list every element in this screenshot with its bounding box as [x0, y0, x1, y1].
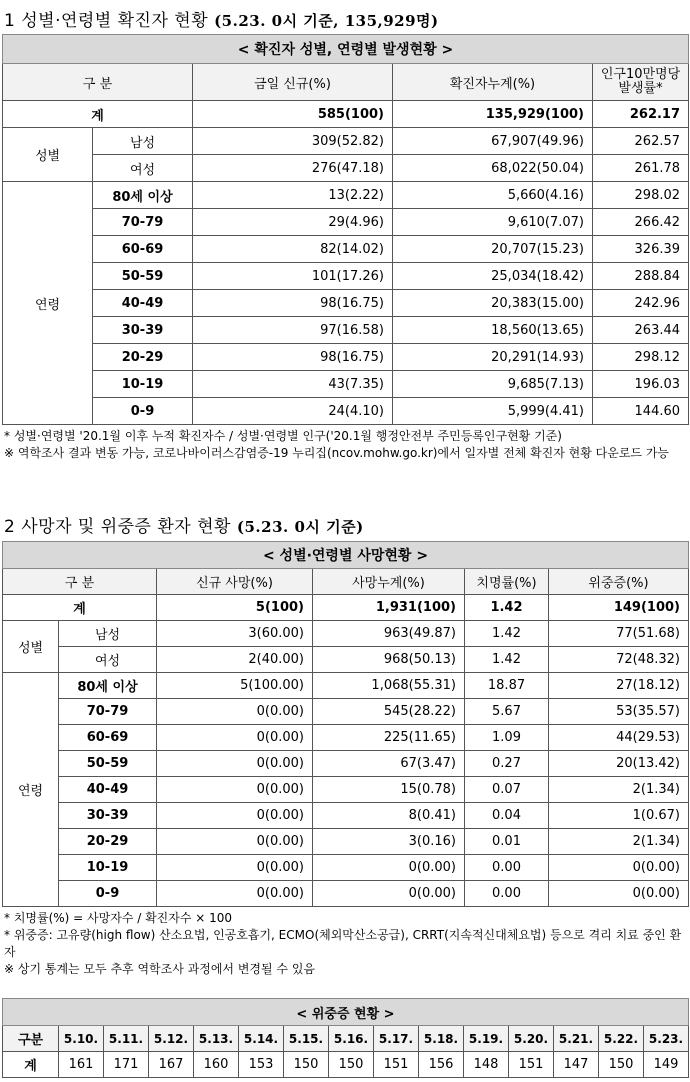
fatality-cell: 0.00: [465, 881, 549, 907]
severe-cell: 44(29.53): [549, 725, 689, 751]
rate-cell: 144.60: [593, 398, 689, 425]
table-row: [3, 621, 689, 647]
total-severe: 149(100): [549, 595, 689, 621]
total-rate: 262.17: [593, 101, 689, 128]
header-severe: 위중증(%): [549, 569, 689, 595]
new-cell: 5(100.00): [157, 673, 313, 699]
table-row: [3, 155, 689, 182]
new-cell: 0(0.00): [157, 829, 313, 855]
rate-cell: 242.96: [593, 290, 689, 317]
confirmed-cases-table: [2, 34, 689, 425]
table-row: [3, 595, 689, 621]
row-label: 80세 이상: [59, 673, 157, 699]
note-line: * 위중증: 고유량(high flow) 산소요법, 인공호흡기, ECMO(체외막산소공급), CRRT(지속적신대체요법) 등으로 격리 치료 중인 환자: [4, 928, 682, 959]
fatality-cell: 0.01: [465, 829, 549, 855]
cumulative-cell: 225(11.65): [313, 725, 465, 751]
rate-cell: 298.12: [593, 344, 689, 371]
cumulative-cell: 9,610(7.07): [393, 209, 593, 236]
severe-cell: 2(1.34): [549, 829, 689, 855]
row-label: 60-69: [59, 725, 157, 751]
fatality-cell: 1.42: [465, 647, 549, 673]
new-cell: 0(0.00): [157, 881, 313, 907]
row-label: 남성: [59, 621, 157, 647]
new-cell: 0(0.00): [157, 855, 313, 881]
date-cell: 5.13.: [194, 1026, 239, 1052]
table-row: [3, 182, 689, 209]
date-cell: 5.22.: [599, 1026, 644, 1052]
severe-cell: 27(18.12): [549, 673, 689, 699]
header-category: 구분: [3, 1026, 59, 1052]
row-label: 30-39: [59, 803, 157, 829]
rate-cell: 266.42: [593, 209, 689, 236]
severe-count-cell: 156: [419, 1052, 464, 1078]
severe-count-cell: 147: [554, 1052, 599, 1078]
fatality-cell: 0.27: [465, 751, 549, 777]
cumulative-cell: 8(0.41): [313, 803, 465, 829]
gender-group-label: 성별: [3, 128, 93, 182]
table-row: [3, 829, 689, 855]
new-cell: 276(47.18): [193, 155, 393, 182]
severe-count-cell: 153: [239, 1052, 284, 1078]
rate-cell: 288.84: [593, 263, 689, 290]
new-cell: 29(4.96): [193, 209, 393, 236]
new-cell: 24(4.10): [193, 398, 393, 425]
severe-cell: 1(0.67): [549, 803, 689, 829]
severe-count-cell: 148: [464, 1052, 509, 1078]
new-cell: 0(0.00): [157, 751, 313, 777]
new-cell: 101(17.26): [193, 263, 393, 290]
date-cell: 5.15.: [284, 1026, 329, 1052]
header-cumulative: 확진자누계(%): [393, 64, 593, 101]
rate-cell: 298.02: [593, 182, 689, 209]
fatality-cell: 5.67: [465, 699, 549, 725]
fatality-cell: 0.00: [465, 855, 549, 881]
cumulative-cell: 25,034(18.42): [393, 263, 593, 290]
fatality-cell: 0.07: [465, 777, 549, 803]
date-cell: 5.18.: [419, 1026, 464, 1052]
cumulative-cell: 9,685(7.13): [393, 371, 593, 398]
total-new: 5(100): [157, 595, 313, 621]
row-label: 0-9: [59, 881, 157, 907]
fatality-cell: 0.04: [465, 803, 549, 829]
new-cell: 3(60.00): [157, 621, 313, 647]
cumulative-cell: 0(0.00): [313, 881, 465, 907]
fatality-cell: 1.42: [465, 621, 549, 647]
new-cell: 309(52.82): [193, 128, 393, 155]
new-cell: 13(2.22): [193, 182, 393, 209]
note-line: ※ 역학조사 결과 변동 가능, 코로나바이러스감염증-19 누리집(ncov.mohw.go.kr)에서 일자별 전체 확진자 현황 다운로드 가능: [4, 446, 670, 460]
row-label: 여성: [59, 647, 157, 673]
table-row: [3, 725, 689, 751]
row-label: 20-29: [59, 829, 157, 855]
cumulative-cell: 3(0.16): [313, 829, 465, 855]
row-label: 80세 이상: [93, 182, 193, 209]
table-row: [3, 855, 689, 881]
total-label: 계: [3, 1052, 59, 1078]
date-cell: 5.14.: [239, 1026, 284, 1052]
date-cell: 5.10.: [59, 1026, 104, 1052]
cumulative-cell: 68,022(50.04): [393, 155, 593, 182]
table-row: [3, 647, 689, 673]
cumulative-cell: 18,560(13.65): [393, 317, 593, 344]
cumulative-cell: 20,291(14.93): [393, 344, 593, 371]
severe-cell: 0(0.00): [549, 855, 689, 881]
header-category: 구 분: [3, 64, 193, 101]
section1-title-date: (5.23. 0시 기준, 135,929명): [214, 12, 439, 30]
total-label: 계: [3, 101, 193, 128]
new-cell: 0(0.00): [157, 777, 313, 803]
total-label: 계: [3, 595, 157, 621]
severe-count-cell: 151: [509, 1052, 554, 1078]
section2-title-text: 2 사망자 및 위중증 환자 현황: [4, 517, 231, 537]
section1-title-text: 1 성별·연령별 확진자 현황: [4, 11, 209, 31]
new-cell: 98(16.75): [193, 344, 393, 371]
cumulative-cell: 0(0.00): [313, 855, 465, 881]
severe-cell: 77(51.68): [549, 621, 689, 647]
gender-group-label: 성별: [3, 621, 59, 673]
severe-count-cell: 149: [644, 1052, 689, 1078]
cumulative-cell: 20,383(15.00): [393, 290, 593, 317]
row-label: 50-59: [59, 751, 157, 777]
header-category: 구 분: [3, 569, 157, 595]
cumulative-cell: 5,999(4.41): [393, 398, 593, 425]
table-row: [3, 317, 689, 344]
total-fatality: 1.42: [465, 595, 549, 621]
new-cell: 98(16.75): [193, 290, 393, 317]
severe-count-cell: 167: [149, 1052, 194, 1078]
total-new: 585(100): [193, 101, 393, 128]
table-row: [3, 101, 689, 128]
new-cell: 43(7.35): [193, 371, 393, 398]
row-label: 10-19: [59, 855, 157, 881]
table-row: [3, 128, 689, 155]
row-label: 20-29: [93, 344, 193, 371]
rate-cell: 326.39: [593, 236, 689, 263]
table3-banner: < 위중증 현황 >: [3, 999, 689, 1026]
date-cell: 5.21.: [554, 1026, 599, 1052]
header-new: 금일 신규(%): [193, 64, 393, 101]
row-label: 여성: [93, 155, 193, 182]
severe-trend-table: [2, 998, 689, 1078]
cumulative-cell: 968(50.13): [313, 647, 465, 673]
note-line: * 성별·연령별 '20.1월 이후 누적 확진자수 / 성별·연령별 인구('20.1월 행정안전부 주민등록인구현황 기준): [4, 429, 562, 443]
row-label: 10-19: [93, 371, 193, 398]
age-group-label: 연령: [3, 673, 59, 907]
severe-count-cell: 150: [599, 1052, 644, 1078]
date-cell: 5.11.: [104, 1026, 149, 1052]
row-label: 30-39: [93, 317, 193, 344]
table1-banner: < 확진자 성별, 연령별 발생현황 >: [3, 35, 689, 64]
row-label: 남성: [93, 128, 193, 155]
severe-count-cell: 150: [329, 1052, 374, 1078]
severe-cell: 0(0.00): [549, 881, 689, 907]
cumulative-cell: 1,068(55.31): [313, 673, 465, 699]
section1-notes: [4, 428, 688, 462]
row-label: 40-49: [59, 777, 157, 803]
section2-title: [4, 512, 364, 537]
severe-cell: 2(1.34): [549, 777, 689, 803]
note-line: ※ 상기 통계는 모두 추후 역학조사 과정에서 변경될 수 있음: [4, 962, 316, 976]
row-label: 40-49: [93, 290, 193, 317]
cumulative-cell: 963(49.87): [313, 621, 465, 647]
header-rate: 인구10만명당 발생률*: [593, 64, 689, 101]
total-cumulative: 135,929(100): [393, 101, 593, 128]
total-cumulative: 1,931(100): [313, 595, 465, 621]
table-row: [3, 344, 689, 371]
table-row: [3, 803, 689, 829]
header-fatality: 치명률(%): [465, 569, 549, 595]
section2-title-date: (5.23. 0시 기준): [236, 518, 364, 536]
severe-cell: 72(48.32): [549, 647, 689, 673]
table-row: [3, 236, 689, 263]
table-row: [3, 751, 689, 777]
date-cell: 5.17.: [374, 1026, 419, 1052]
new-cell: 0(0.00): [157, 725, 313, 751]
table-row: [3, 699, 689, 725]
table-row: [3, 398, 689, 425]
section2-notes: [4, 910, 688, 978]
table-row: [3, 881, 689, 907]
row-label: 50-59: [93, 263, 193, 290]
table-row: [3, 673, 689, 699]
date-cell: 5.23.: [644, 1026, 689, 1052]
severe-count-cell: 150: [284, 1052, 329, 1078]
row-label: 60-69: [93, 236, 193, 263]
table-row: [3, 371, 689, 398]
fatality-cell: 1.09: [465, 725, 549, 751]
table-row: [3, 290, 689, 317]
table2-banner: < 성별·연령별 사망현황 >: [3, 542, 689, 569]
header-new-deaths: 신규 사망(%): [157, 569, 313, 595]
cumulative-cell: 67(3.47): [313, 751, 465, 777]
row-label: 70-79: [93, 209, 193, 236]
age-group-label: 연령: [3, 182, 93, 425]
date-cell: 5.19.: [464, 1026, 509, 1052]
deaths-table: [2, 541, 689, 907]
cumulative-cell: 67,907(49.96): [393, 128, 593, 155]
table-row: [3, 209, 689, 236]
severe-count-cell: 171: [104, 1052, 149, 1078]
row-label: 70-79: [59, 699, 157, 725]
section1-title: [4, 6, 439, 31]
rate-cell: 196.03: [593, 371, 689, 398]
severe-count-cell: 160: [194, 1052, 239, 1078]
new-cell: 0(0.00): [157, 699, 313, 725]
date-cell: 5.20.: [509, 1026, 554, 1052]
cumulative-cell: 15(0.78): [313, 777, 465, 803]
note-line: * 치명률(%) = 사망자수 / 확진자수 × 100: [4, 911, 233, 925]
cumulative-cell: 20,707(15.23): [393, 236, 593, 263]
severe-cell: 20(13.42): [549, 751, 689, 777]
date-cell: 5.12.: [149, 1026, 194, 1052]
row-label: 0-9: [93, 398, 193, 425]
rate-cell: 263.44: [593, 317, 689, 344]
severe-cell: 53(35.57): [549, 699, 689, 725]
cumulative-cell: 5,660(4.16): [393, 182, 593, 209]
new-cell: 0(0.00): [157, 803, 313, 829]
severe-count-cell: 161: [59, 1052, 104, 1078]
rate-cell: 262.57: [593, 128, 689, 155]
severe-count-cell: 151: [374, 1052, 419, 1078]
new-cell: 2(40.00): [157, 647, 313, 673]
table-row: [3, 777, 689, 803]
new-cell: 82(14.02): [193, 236, 393, 263]
table-row: [3, 263, 689, 290]
cumulative-cell: 545(28.22): [313, 699, 465, 725]
header-cumulative-deaths: 사망누계(%): [313, 569, 465, 595]
rate-cell: 261.78: [593, 155, 689, 182]
date-cell: 5.16.: [329, 1026, 374, 1052]
new-cell: 97(16.58): [193, 317, 393, 344]
fatality-cell: 18.87: [465, 673, 549, 699]
